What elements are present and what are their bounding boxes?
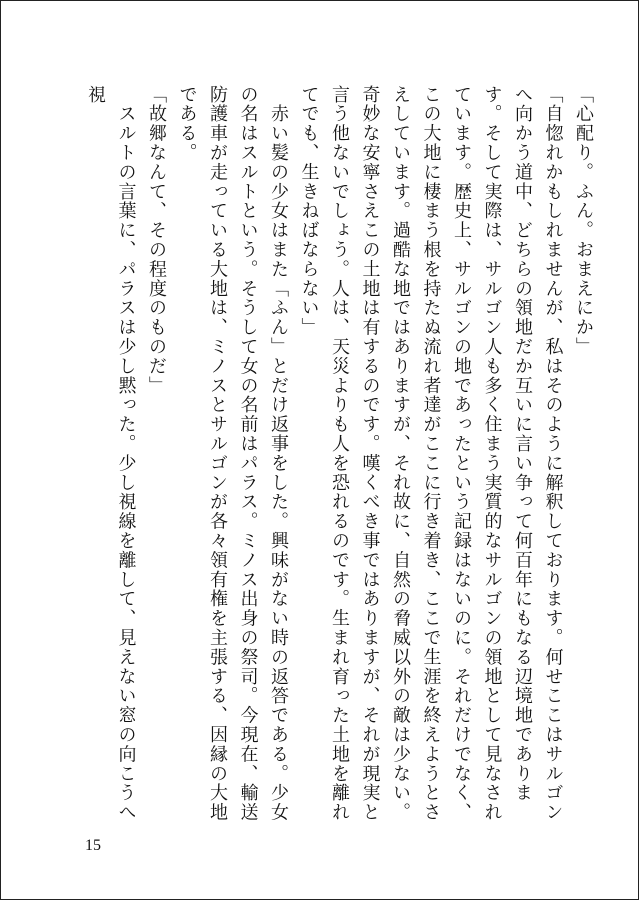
vertical-text-body bbox=[34, 85, 598, 825]
paragraph-3: 赤い髪の少女はまた「ふん」とだけ返事をした。興味がない時の返答である。少女の名はスルトという。そうして女の名前はパラス。ミノス出身の祭司。今現在、輸送防護車が走っている大地は、ミノスとサルゴンが各々領有権を主張する、因縁の大地である。 bbox=[176, 85, 289, 823]
paragraph-5: スルトの言葉に、パラスは少し黙った。少し視線を離して、見えない窓の向こうへ視 bbox=[85, 85, 137, 823]
paragraph-4: 「故郷なんて、その程度のものだ」 bbox=[146, 85, 167, 396]
paragraph-2: 「自惚れかもしれませんが、私はそのように解釈しております。何せここはサルゴンへ向かう道中、どちらの領地だか互いに言い争って何百年にもなる辺境地であります。そして実際は、サルゴン人も多く住まう実質的なサルゴンの領地として見なされています。歴史上、サルゴンの地であったという記録はないのに。それだけでなく、この大地に棲まう根を持たぬ流れ者達がここに行き着き、ここで生涯を終えようとさえしています。過酷な地ではありますが、それ故に、自然の脅威以外の敵は少ない。奇妙な安寧さえこの土地は有するのです。嘆くべき事ではありますが、それが現実と言う他ないでしょう。人は、天災よりも人を恐れるのです。生まれ育った土地を離れてでも、生きねばならない」 bbox=[298, 85, 564, 823]
paragraph-1: 「心配り。ふん。おまえにか」 bbox=[573, 85, 594, 357]
page-number: 15 bbox=[85, 837, 101, 854]
